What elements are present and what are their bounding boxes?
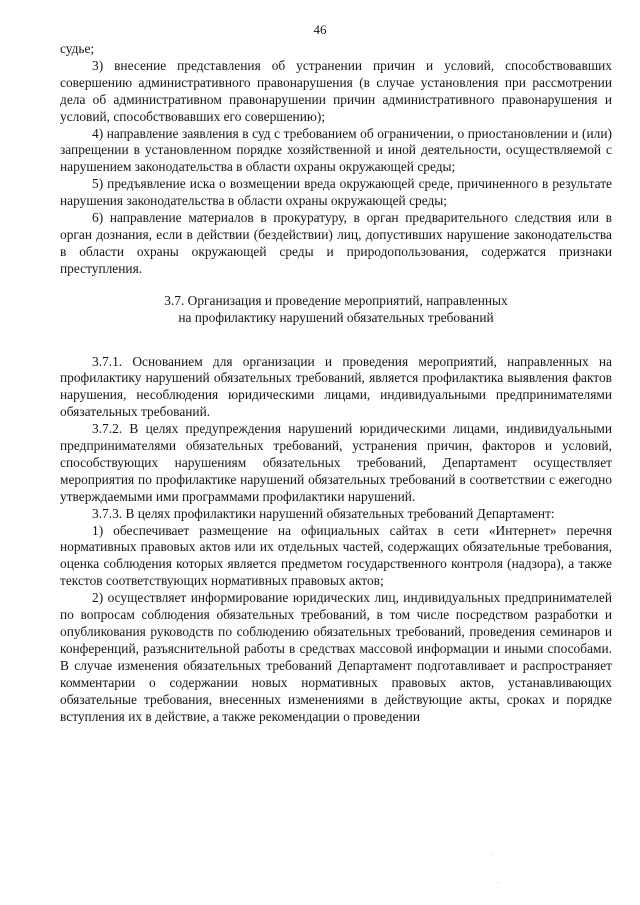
- list-item-4: 4) направление заявления в суд с требованием об ограничении, о приостановлении и (или) запрещении в установленном порядке хозяйственной и иной деятельности, осуществляемой с нарушением законодательства в области охраны окружающей среды;: [60, 125, 612, 175]
- document-body: [60, 41, 612, 725]
- list-item-5: 5) предъявление иска о возмещении вреда окружающей среде, причиненного в результате нарушения законодательства в области охраны окружающей среды;: [60, 176, 612, 209]
- list-item-3: 3) внесение представления об устранении причин и условий, способствовавших совершению административного правонарушения (в случае установления при рассмотрении дела об административном правонарушении причин административного правонарушения и условий, способствовавших его совершению);: [60, 57, 612, 124]
- paragraph-3-7-3: 3.7.3. В целях профилактики нарушений обязательных требований Департамент:: [92, 505, 555, 521]
- scan-speck: ·: [490, 852, 492, 858]
- section-heading-line-1: 3.7. Организация и проведение мероприятий, направленных: [164, 292, 508, 308]
- section-heading: [60, 293, 612, 327]
- paragraph-3-7-1: 3.7.1. Основанием для организации и проведения мероприятий, направленных на профилактику нарушений обязательных требований, является профилактика выявления фактов нарушения, несоблюдения юридическими лицами, индивидуальными предпринимателями обязательных требований.: [60, 353, 612, 420]
- list-item-1: 1) обеспечивает размещение на официальных сайтах в сети «Интернет» перечня нормативных правовых актов или их отдельных частей, содержащих обязательные требования, оценка соблюдения которых является предметом государственного контроля (надзора), а также текстов соответствующих нормативных правовых актов;: [60, 522, 612, 589]
- page-number: 46: [313, 22, 327, 37]
- paragraph-continuation: судье;: [60, 41, 95, 56]
- paragraph-3-7-2: 3.7.2. В целях предупреждения нарушений юридическими лицами, индивидуальными предпринимателями обязательных требований, устранения причин, факторов и условий, способствующих нарушениям обязательных требований, Департамент осуществляет мероприятия по профилактике нарушений обязательных требований в соответствии с ежегодно утверждаемыми ими программами профилактики нарушений.: [60, 421, 612, 504]
- list-item-6: 6) направление материалов в прокуратуру, в орган предварительного следствия или в орган дознания, если в действии (бездействии) лиц, допустивших нарушение законодательства в области охраны окружающей среды и природопользования, содержатся признаки преступления.: [60, 210, 612, 276]
- list-item-2: 2) осуществляет информирование юридических лиц, индивидуальных предпринимателей по вопросам соблюдения обязательных требований, в том числе посредством разработки и опубликования руководств по соблюдению обязательных требований, проведения семинаров и конференций, разъяснительной работы в средствах массовой информации и иными способами. В случае изменения обязательных требований Департамент подготавливает и распространяет комментарии о содержании новых нормативных правовых актов, устанавливающих обязательные требования, внесенных изменениями в действующие акты, сроках и порядке вступления их в действие, а также рекомендации о проведении: [60, 590, 612, 724]
- section-heading-line-2: на профилактику нарушений обязательных требований: [178, 309, 494, 325]
- scan-speck: ·: [497, 880, 499, 886]
